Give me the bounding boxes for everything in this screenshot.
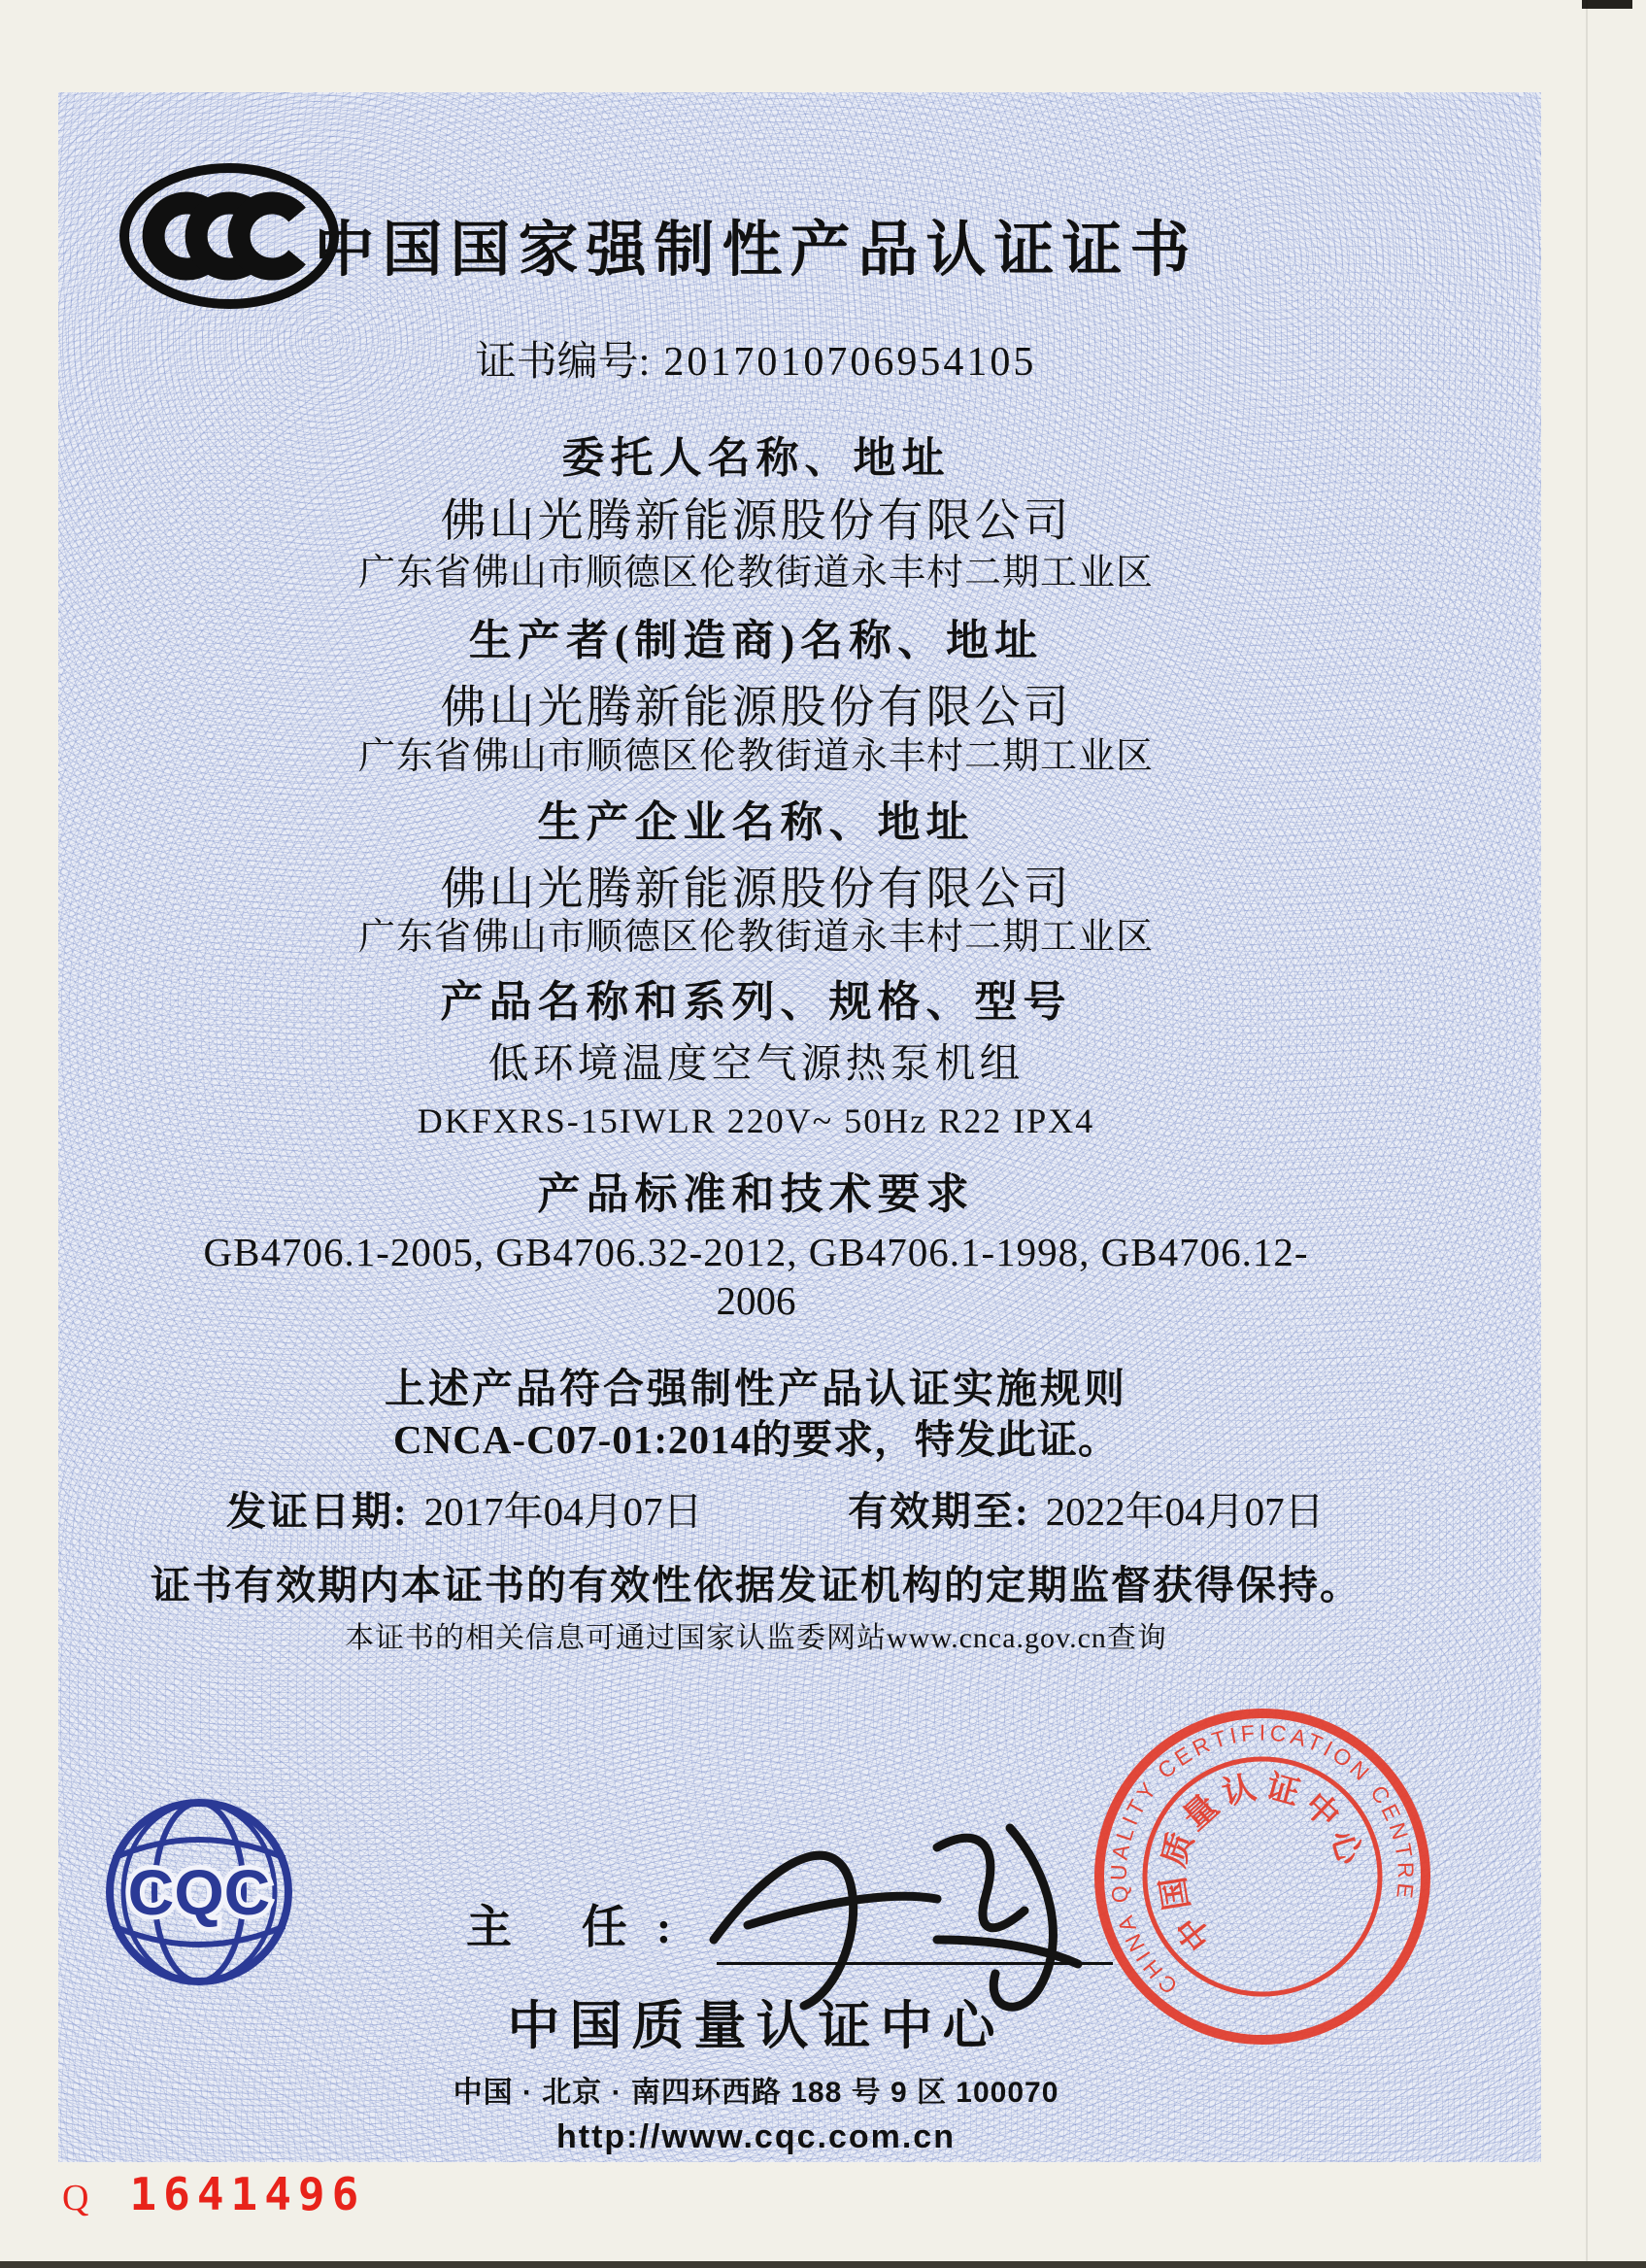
- query-note: 本证书的相关信息可通过国家认监委网站www.cnca.gov.cn查询: [345, 1622, 1167, 1654]
- factory-address: 广东省佛山市顺德区伦教街道永丰村二期工业区: [357, 917, 1154, 958]
- paper-crease: [1586, 0, 1588, 2268]
- director-label: 主 任:: [466, 1903, 701, 1953]
- svg-text:CHINA QUALITY CERTIFICATION: [1083, 1697, 1438, 2012]
- standards-heading: 产品标准和技术要求: [537, 1170, 975, 1218]
- issue-date: [226, 1479, 703, 1537]
- serial-value: 1641496: [129, 2168, 366, 2220]
- manufacturer-address: 广东省佛山市顺德区伦教街道永丰村二期工业区: [357, 736, 1154, 777]
- seal-ring-text: CHINA QUALITY CERTIFICATION CENTRE: [1105, 1719, 1420, 2000]
- statement-line2: CNCA-C07-01:2014的要求，特发此证。: [392, 1417, 1119, 1462]
- applicant-heading: 委托人名称、地址: [561, 434, 951, 482]
- manufacturer-heading: 生产者(制造商)名称、地址: [468, 617, 1044, 664]
- factory-heading: 生产企业名称、地址: [537, 798, 975, 846]
- security-paper: [58, 92, 1541, 2162]
- standards-line1: GB4706.1-2005, GB4706.32-2012, GB4706.1-1998, GB4706.12-: [203, 1230, 1309, 1274]
- serial-number: [62, 2168, 365, 2220]
- certificate-title: 中国国家强制性产品认证证书: [314, 217, 1198, 284]
- issue-date-label: 发证日期:: [226, 1489, 409, 1534]
- serial-prefix: Q: [62, 2178, 89, 2218]
- applicant-address: 广东省佛山市顺德区伦教街道永丰村二期工业区: [357, 553, 1154, 593]
- statement-line1: 上述产品符合强制性产品认证实施规则: [384, 1368, 1127, 1412]
- expiry-date-label: 有效期至:: [848, 1489, 1030, 1534]
- organization-address: 中国 · 北京 · 南四环西路 188 号 9 区 100070: [453, 2077, 1059, 2109]
- expiry-date: [848, 1479, 1325, 1537]
- expiry-date-value: 2022年04月07日: [1045, 1489, 1325, 1534]
- signature-line: [717, 1962, 1113, 1965]
- organization-url: http://www.cqc.com.cn: [556, 2118, 956, 2155]
- validity-note: 证书有效期内本证书的有效性依据发证机构的定期监督获得保持。: [151, 1563, 1361, 1608]
- certificate-number-value: 2017010706954105: [663, 340, 1037, 385]
- seal-inner-text: 中国质量认证中心: [1155, 1768, 1369, 1957]
- manufacturer-name: 佛山光腾新能源股份有限公司: [440, 683, 1072, 733]
- certificate-number-line: [58, 329, 1454, 388]
- factory-name: 佛山光腾新能源股份有限公司: [440, 864, 1072, 915]
- product-heading: 产品名称和系列、规格、型号: [440, 978, 1072, 1026]
- scan-bottom-edge: [0, 2261, 1646, 2268]
- organization-name: 中国质量认证中心: [507, 1997, 1005, 2055]
- applicant-name: 佛山光腾新能源股份有限公司: [440, 496, 1072, 547]
- product-name: 低环境温度空气源热泵机组: [487, 1042, 1025, 1087]
- standards-line2: 2006: [716, 1278, 796, 1323]
- cqc-logo-icon: [97, 1790, 301, 1994]
- cqc-red-seal: [1083, 1697, 1442, 2056]
- scan-corner-artifact: [1582, 0, 1632, 9]
- cqc-logo-text: CQC: [127, 1856, 271, 1928]
- certificate-number-label: 证书编号:: [475, 340, 651, 385]
- product-model: DKFXRS-15IWLR 220V~ 50Hz R22 IPX4: [417, 1101, 1095, 1140]
- issue-date-value: 2017年04月07日: [423, 1489, 703, 1534]
